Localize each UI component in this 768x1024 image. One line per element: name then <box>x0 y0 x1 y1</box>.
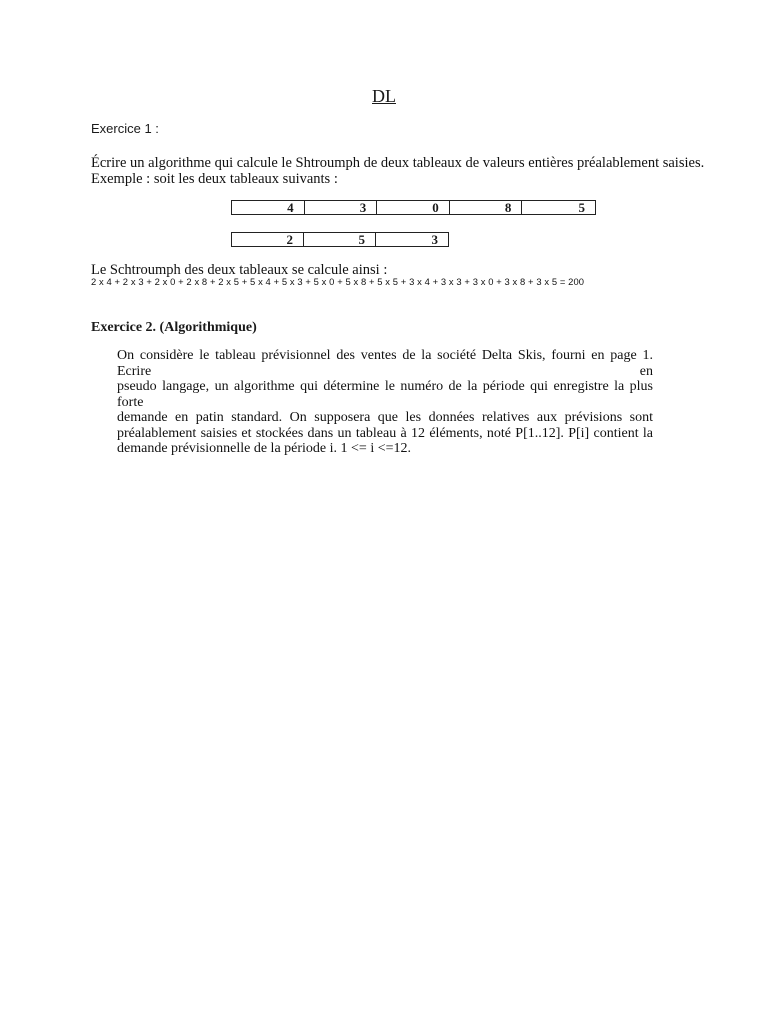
exercise2-heading: Exercice 2. (Algorithmique) <box>91 320 257 335</box>
paragraph-line: demande prévisionnelle de la période i. 1 <= i <=12. <box>117 441 411 456</box>
table1-cell: 4 <box>232 201 305 214</box>
calculation-formula: 2 x 4 + 2 x 3 + 2 x 0 + 2 x 8 + 2 x 5 + 5 x 4 + 5 x 3 + 5 x 0 + 5 x 8 + 5 x 5 + 3 x 4 + 3 x 3 + 3 x 0 + 3 x 8 + 3 x 5 = 200 <box>91 276 585 287</box>
exercise1-statement: Écrire un algorithme qui calcule le Shtroumph de deux tableaux de valeurs entières préalablement saisies. <box>91 155 705 171</box>
exercise2-paragraph <box>117 348 653 457</box>
paragraph-line: préalablement saisies et stockées dans un tableau à 12 éléments, noté P[1..12]. P[i] contient la <box>117 425 653 441</box>
array-table-2 <box>231 232 449 247</box>
paragraph-line: pseudo langage, un algorithme qui détermine le numéro de la période qui enregistre la plus forte <box>117 379 653 410</box>
array-table-1 <box>231 200 596 215</box>
page-title: DL <box>372 86 396 106</box>
paragraph-line: On considère le tableau prévisionnel des ventes de la société Delta Skis, fourni en page 1. Ecrire en <box>117 348 653 379</box>
table1-cell: 0 <box>377 201 450 214</box>
exercise1-example-intro: Exemple : soit les deux tableaux suivants : <box>91 171 338 187</box>
table1-cell: 8 <box>450 201 523 214</box>
table2-cell: 3 <box>431 232 438 247</box>
table2-cell: 2 <box>232 233 304 246</box>
table1-cell: 3 <box>305 201 378 214</box>
table1-cell: 5 <box>578 200 585 215</box>
exercise1-heading: Exercice 1 : <box>91 121 159 136</box>
calculation-intro: Le Schtroumph des deux tableaux se calcule ainsi : <box>91 262 388 278</box>
paragraph-line: demande en patin standard. On supposera que les données relatives aux prévisions sont <box>117 410 653 425</box>
table2-cell: 5 <box>304 233 376 246</box>
